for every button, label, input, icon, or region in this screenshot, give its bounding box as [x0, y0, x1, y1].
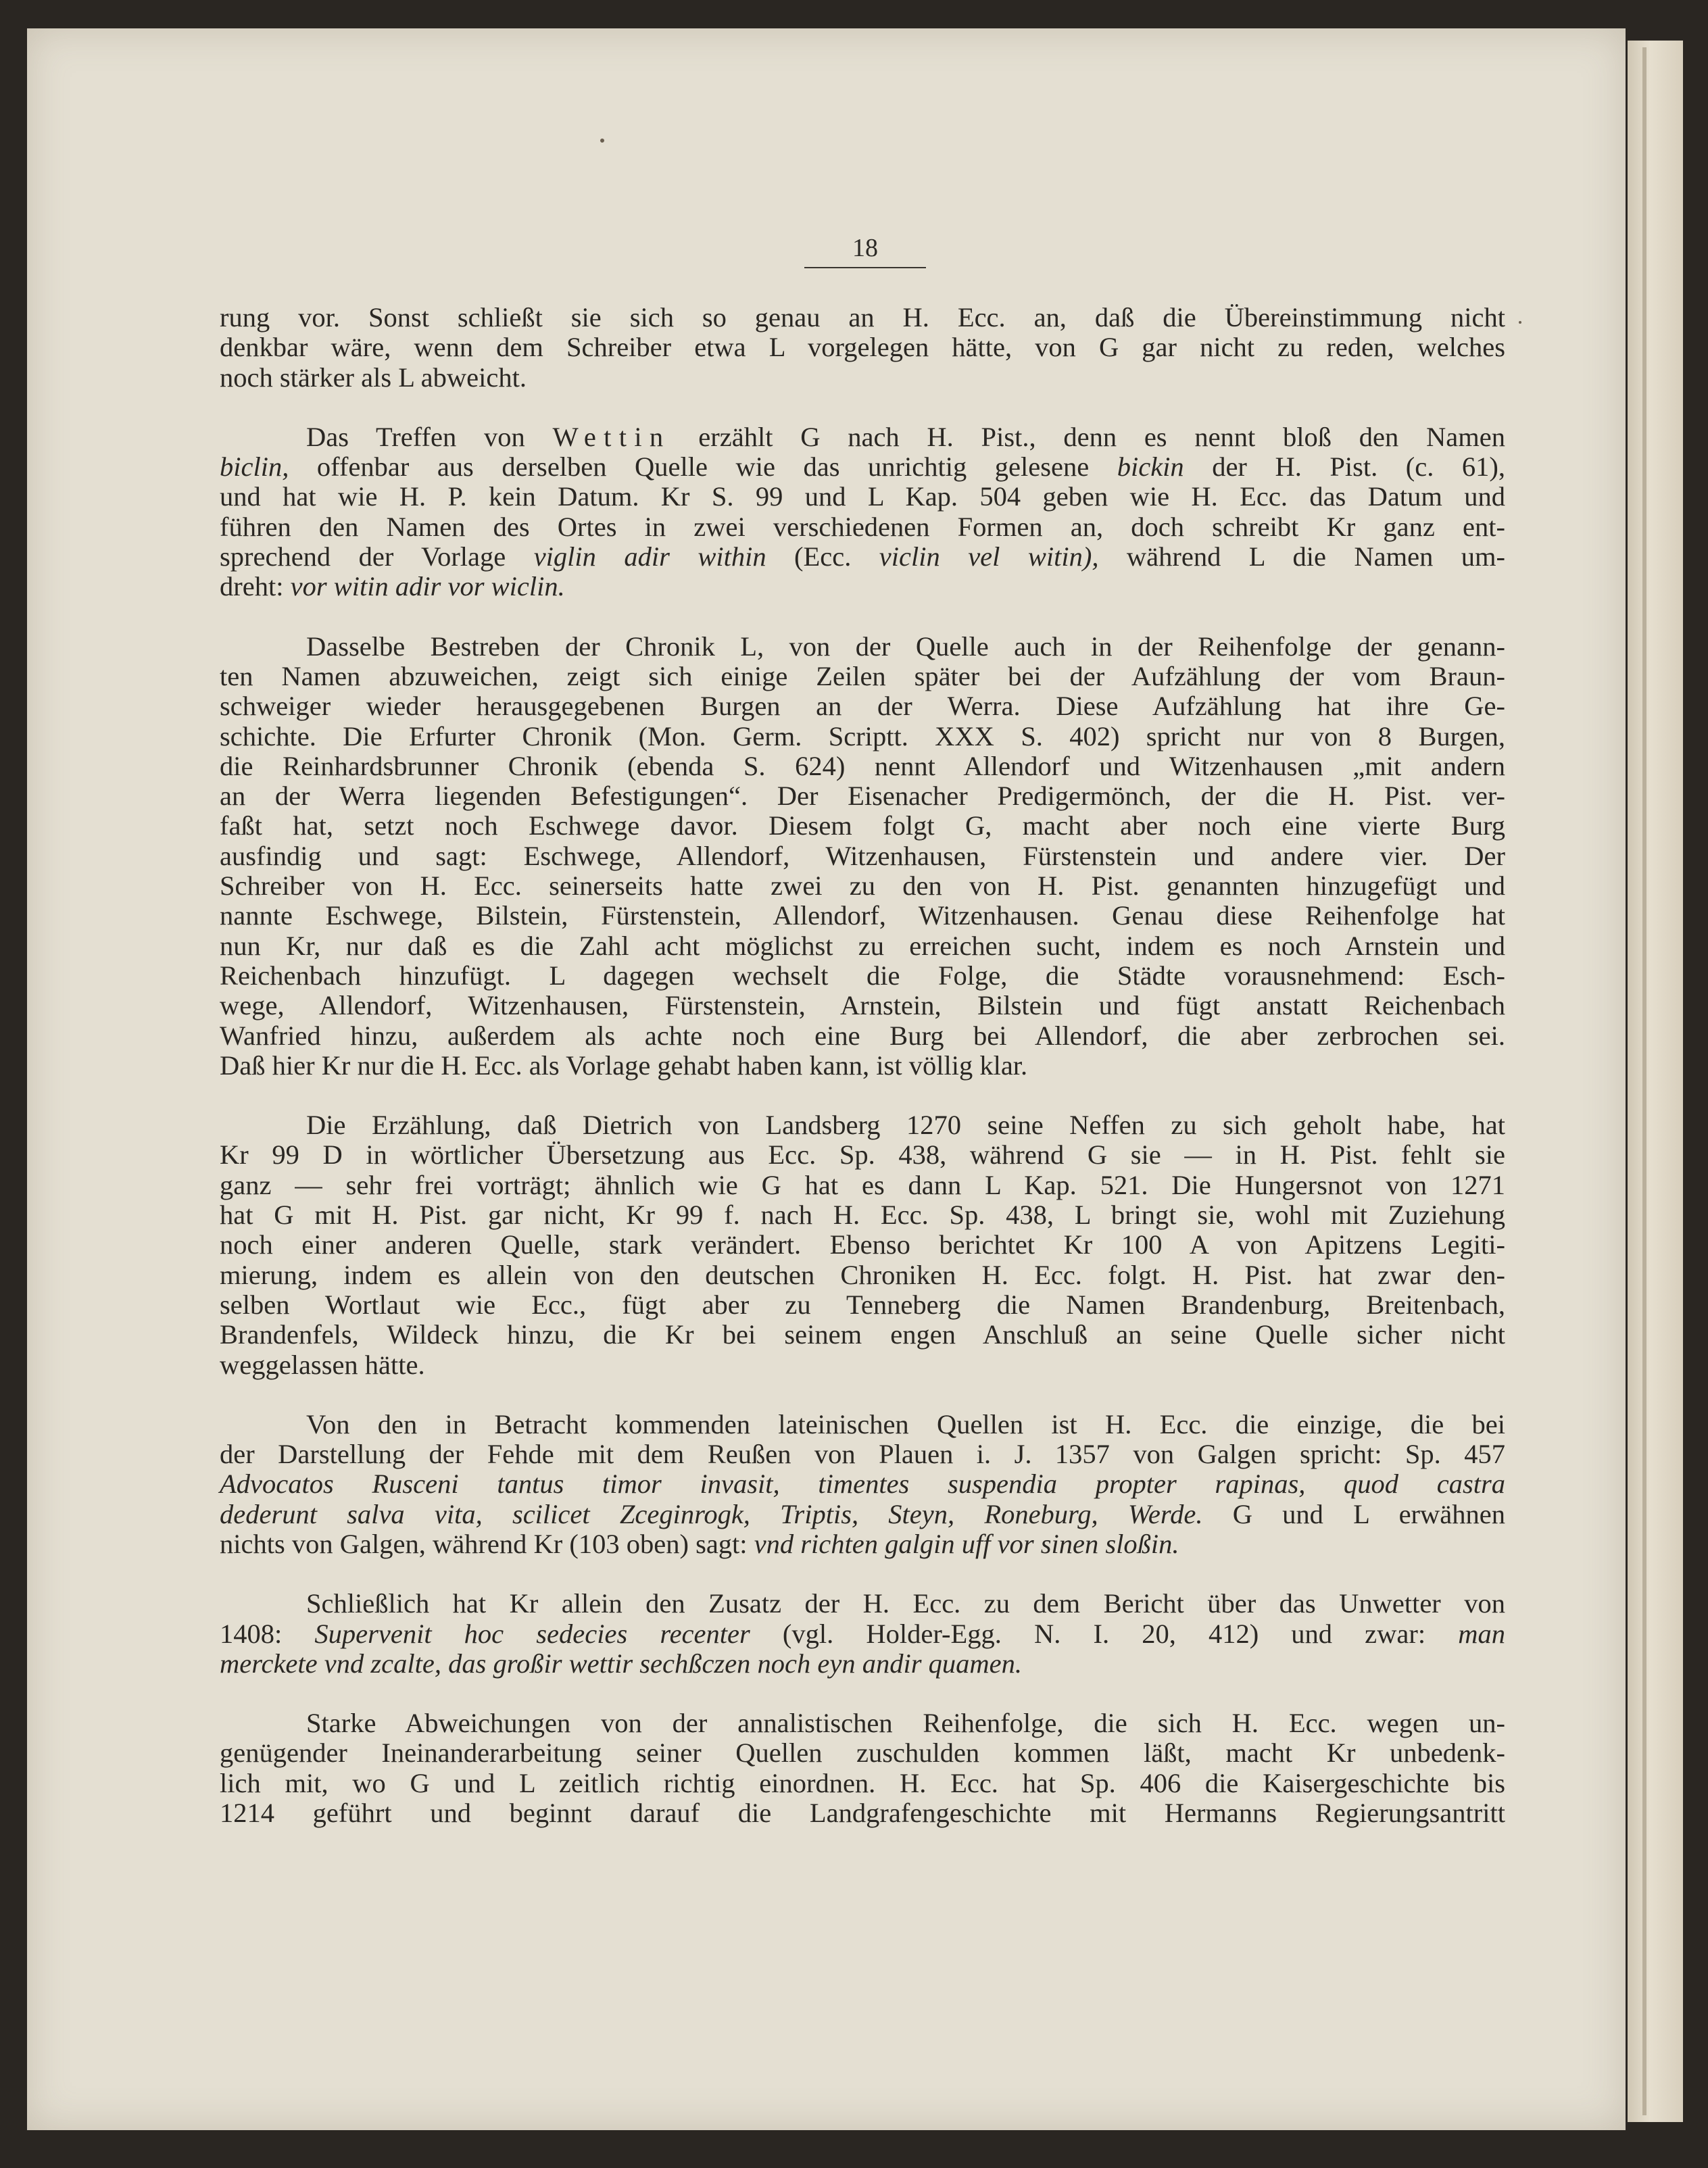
text-run: denkbar wäre, wenn dem Schreiber etwa L vorgelegen hätte, von G gar nicht zu reden, welches — [220, 332, 1505, 363]
text-run: Kr 99 D in wörtlicher Übersetzung aus Ecc. Sp. 438, während G sie — in H. Pist. fehlt sie — [220, 1139, 1505, 1171]
text-line — [220, 1410, 1505, 1439]
italic-run: Advocatos Rusceni tantus timor invasit, timentes suspendia propter rapinas, quod castra — [220, 1469, 1505, 1500]
text-run: genügender Ineinanderarbeitung seiner Quellen zuschulden kommen läßt, macht Kr unbedenk- — [220, 1738, 1505, 1769]
text-line — [220, 1738, 1505, 1768]
text-run: dreht: — [220, 571, 291, 602]
text-run: nichts von Galgen, während Kr (103 oben) sagt: — [220, 1528, 754, 1559]
text-line — [220, 1469, 1505, 1499]
text-run: offenbar aus derselben Quelle wie das unrichtig gelesene — [289, 451, 1117, 483]
text-line — [220, 722, 1505, 752]
text-run: (Ecc. — [766, 541, 879, 572]
text-run: und hat wie H. P. kein Datum. Kr S. 99 und L Kap. 504 geben wie H. Ecc. das Datum und — [220, 481, 1505, 512]
text-line — [220, 931, 1505, 961]
text-line — [220, 1708, 1505, 1738]
paragraph — [220, 1589, 1505, 1679]
text-run: ganz — sehr frei vorträgt; ähnlich wie G hat es dann L Kap. 521. Die Hungersnot von 1271 — [220, 1169, 1505, 1200]
text-line — [220, 901, 1505, 931]
paragraph — [220, 303, 1505, 393]
paragraph — [220, 1110, 1505, 1380]
text-run: G und L erwähnen — [1202, 1498, 1505, 1529]
text-line — [220, 991, 1505, 1020]
text-run: noch einer anderen Quelle, stark verändert. Ebenso berichtet Kr 100 A von Apitzens Legiti- — [220, 1229, 1505, 1260]
text-line — [220, 332, 1505, 362]
text-line — [220, 1290, 1505, 1320]
speck — [1519, 321, 1521, 324]
text-line — [220, 1769, 1505, 1798]
text-line — [220, 452, 1505, 482]
text-run: mierung, indem es allein von den deutschen Chroniken H. Ecc. folgt. H. Pist. hat zwar den- — [220, 1259, 1505, 1290]
text-run: Daß hier Kr nur die H. Ecc. als Vorlage gehabt haben kann, ist völlig klar. — [220, 1050, 1028, 1081]
italic-run: dederunt salva vita, scilicet Zceginrogk, Triptis, Steyn, Roneburg, Werde. — [220, 1498, 1203, 1529]
text-line — [220, 841, 1505, 871]
text-run: ausfindig und sagt: Eschwege, Allendorf, Witzenhausen, Fürstenstein und andere vier. Der — [220, 840, 1505, 871]
text-line — [220, 1439, 1505, 1469]
text-run: schweiger wieder herausgegebenen Burgen an der Werra. Diese Aufzählung hat ihre Ge- — [220, 691, 1505, 722]
page-edge — [1628, 41, 1683, 2122]
text-run: Reichenbach hinzufügt. L dagegen wechselt die Folge, die Städte vorausnehmend: Esch- — [220, 960, 1505, 991]
text-line — [220, 1798, 1505, 1828]
text-line — [220, 871, 1505, 901]
text-run: Brandenfels, Wildeck hinzu, die Kr bei seinem engen Anschluß an seine Quelle sicher nicht — [220, 1319, 1505, 1350]
text-line — [220, 1350, 1505, 1380]
italic-run: Supervenit hoc sedecies recenter — [314, 1618, 750, 1649]
text-run: wege, Allendorf, Witzenhausen, Fürstenstein, Arnstein, Bilstein und fügt anstatt Reichenbach — [220, 990, 1505, 1021]
italic-run: merckete vnd zcalte, das großir wettir sechßczen noch eyn andir quamen. — [220, 1648, 1022, 1679]
text-run: 1408: — [220, 1618, 315, 1649]
text-run: erzählt G nach H. Pist., denn es nennt bloß den Namen — [670, 421, 1505, 452]
text-line — [220, 1320, 1505, 1350]
text-line — [220, 811, 1505, 841]
text-line — [220, 1589, 1505, 1619]
text-run: 1214 geführt und beginnt darauf die Landgrafengeschichte mit Hermanns Regierungsantritt — [220, 1798, 1505, 1829]
text-line — [220, 1230, 1505, 1260]
italic-run: man — [1458, 1618, 1505, 1649]
text-line — [220, 363, 1505, 393]
text-line — [220, 482, 1505, 512]
text-line — [220, 1200, 1505, 1230]
text-line — [220, 422, 1505, 452]
text-run: an der Werra liegenden Befestigungen“. Der Eisenacher Predigermönch, der die H. Pist. ver- — [220, 781, 1505, 812]
italic-run: viglin adir within — [533, 541, 766, 572]
text-run: Die Erzählung, daß Dietrich von Landsberg 1270 seine Neffen zu sich geholt habe, hat — [306, 1110, 1505, 1141]
text-run: schichte. Die Erfurter Chronik (Mon. Germ. Scriptt. XXX S. 402) spricht nur von 8 Burgen, — [220, 720, 1505, 752]
text-line — [220, 1619, 1505, 1649]
italic-run: bickin — [1117, 451, 1184, 483]
text-run: (vgl. Holder-Egg. N. I. 20, 412) und zwar: — [750, 1618, 1459, 1649]
italic-run: vnd richten galgin uff vor sinen sloßin. — [754, 1528, 1179, 1559]
text-run: ten Namen abzuweichen, zeigt sich einige Zeilen später bei der Aufzählung der vom Braun- — [220, 660, 1505, 691]
italic-run: biclin, — [220, 451, 289, 483]
page-edge-line — [1642, 47, 1646, 2115]
text-line — [220, 1260, 1505, 1290]
text-line — [220, 1500, 1505, 1529]
text-line — [220, 1649, 1505, 1679]
italic-run: viclin vel witin), — [879, 541, 1099, 572]
paragraph — [220, 1708, 1505, 1828]
spaced-run: Wettin — [552, 421, 671, 452]
text-run: Wanfried hinzu, außerdem als achte noch eine Burg bei Allendorf, die aber zerbrochen sei. — [220, 1020, 1505, 1051]
text-line — [220, 961, 1505, 991]
text-line — [220, 1021, 1505, 1051]
text-line — [220, 781, 1505, 811]
text-line — [220, 572, 1505, 601]
text-line — [220, 752, 1505, 781]
text-run: Von den in Betracht kommenden lateinischen Quellen ist H. Ecc. die einzige, die bei — [306, 1408, 1505, 1439]
text-run: lich mit, wo G und L zeitlich richtig einordnen. H. Ecc. hat Sp. 406 die Kaisergeschichte bis — [220, 1767, 1505, 1798]
text-run: der H. Pist. (c. 61), — [1184, 451, 1505, 483]
text-run: noch stärker als L abweicht. — [220, 362, 527, 393]
text-run: Dasselbe Bestreben der Chronik L, von der Quelle auch in der Reihenfolge der genann- — [306, 631, 1505, 662]
text-run: rung vor. Sonst schließt sie sich so genau an H. Ecc. an, daß die Übereinstimmung nicht — [220, 302, 1505, 332]
text-run: weggelassen hätte. — [220, 1349, 425, 1380]
text-run: Schließlich hat Kr allein den Zusatz der H. Ecc. zu dem Bericht über das Unwetter von — [306, 1588, 1505, 1619]
text-run: führen den Namen des Ortes in zwei verschiedenen Formen an, doch schreibt Kr ganz ent- — [220, 511, 1505, 542]
text-line — [220, 691, 1505, 721]
speck — [600, 139, 604, 143]
text-line — [220, 303, 1505, 332]
text-run: sprechend der Vorlage — [220, 541, 534, 572]
paragraph — [220, 422, 1505, 602]
text-line — [220, 1051, 1505, 1081]
text-run: nannte Eschwege, Bilstein, Fürstenstein, Allendorf, Witzenhausen. Genau diese Reihenfolge hat — [220, 900, 1505, 931]
text-line — [220, 1171, 1505, 1200]
text-run: während L die Namen um- — [1098, 541, 1506, 572]
text-run: hat G mit H. Pist. gar nicht, Kr 99 f. nach H. Ecc. Sp. 438, L bringt sie, wohl mit Zuziehung — [220, 1200, 1505, 1231]
text-run: Starke Abweichungen von der annalistischen Reihenfolge, die sich H. Ecc. wegen un- — [306, 1708, 1505, 1739]
text-line — [220, 1140, 1505, 1170]
body-text — [220, 303, 1505, 1828]
text-line — [220, 632, 1505, 662]
text-run: die Reinhardsbrunner Chronik (ebenda S. 624) nennt Allendorf und Witzenhausen „mit andern — [220, 750, 1505, 781]
text-line — [220, 1529, 1505, 1559]
text-line — [220, 1110, 1505, 1140]
paragraph — [220, 632, 1505, 1081]
text-line — [220, 512, 1505, 542]
text-line — [220, 542, 1505, 572]
text-run: Das Treffen von — [306, 421, 553, 452]
text-line — [220, 662, 1505, 691]
text-run: der Darstellung der Fehde mit dem Reußen von Plauen i. J. 1357 von Galgen spricht: Sp. 457 — [220, 1439, 1505, 1470]
text-run: selben Wortlaut wie Ecc., fügt aber zu Tenneberg die Namen Brandenburg, Breitenbach, — [220, 1289, 1505, 1320]
italic-run: vor witin adir vor wiclin. — [290, 571, 565, 602]
text-run: faßt hat, setzt noch Eschwege davor. Diesem folgt G, macht aber noch eine vierte Burg — [220, 810, 1505, 841]
text-run: Schreiber von H. Ecc. seinerseits hatte zwei zu den von H. Pist. genannten hinzugefügt und — [220, 870, 1505, 902]
paragraph — [220, 1410, 1505, 1559]
page-number: 18 — [804, 233, 926, 268]
text-run: nun Kr, nur daß es die Zahl acht möglichst zu erreichen sucht, indem es noch Arnstein und — [220, 930, 1505, 961]
